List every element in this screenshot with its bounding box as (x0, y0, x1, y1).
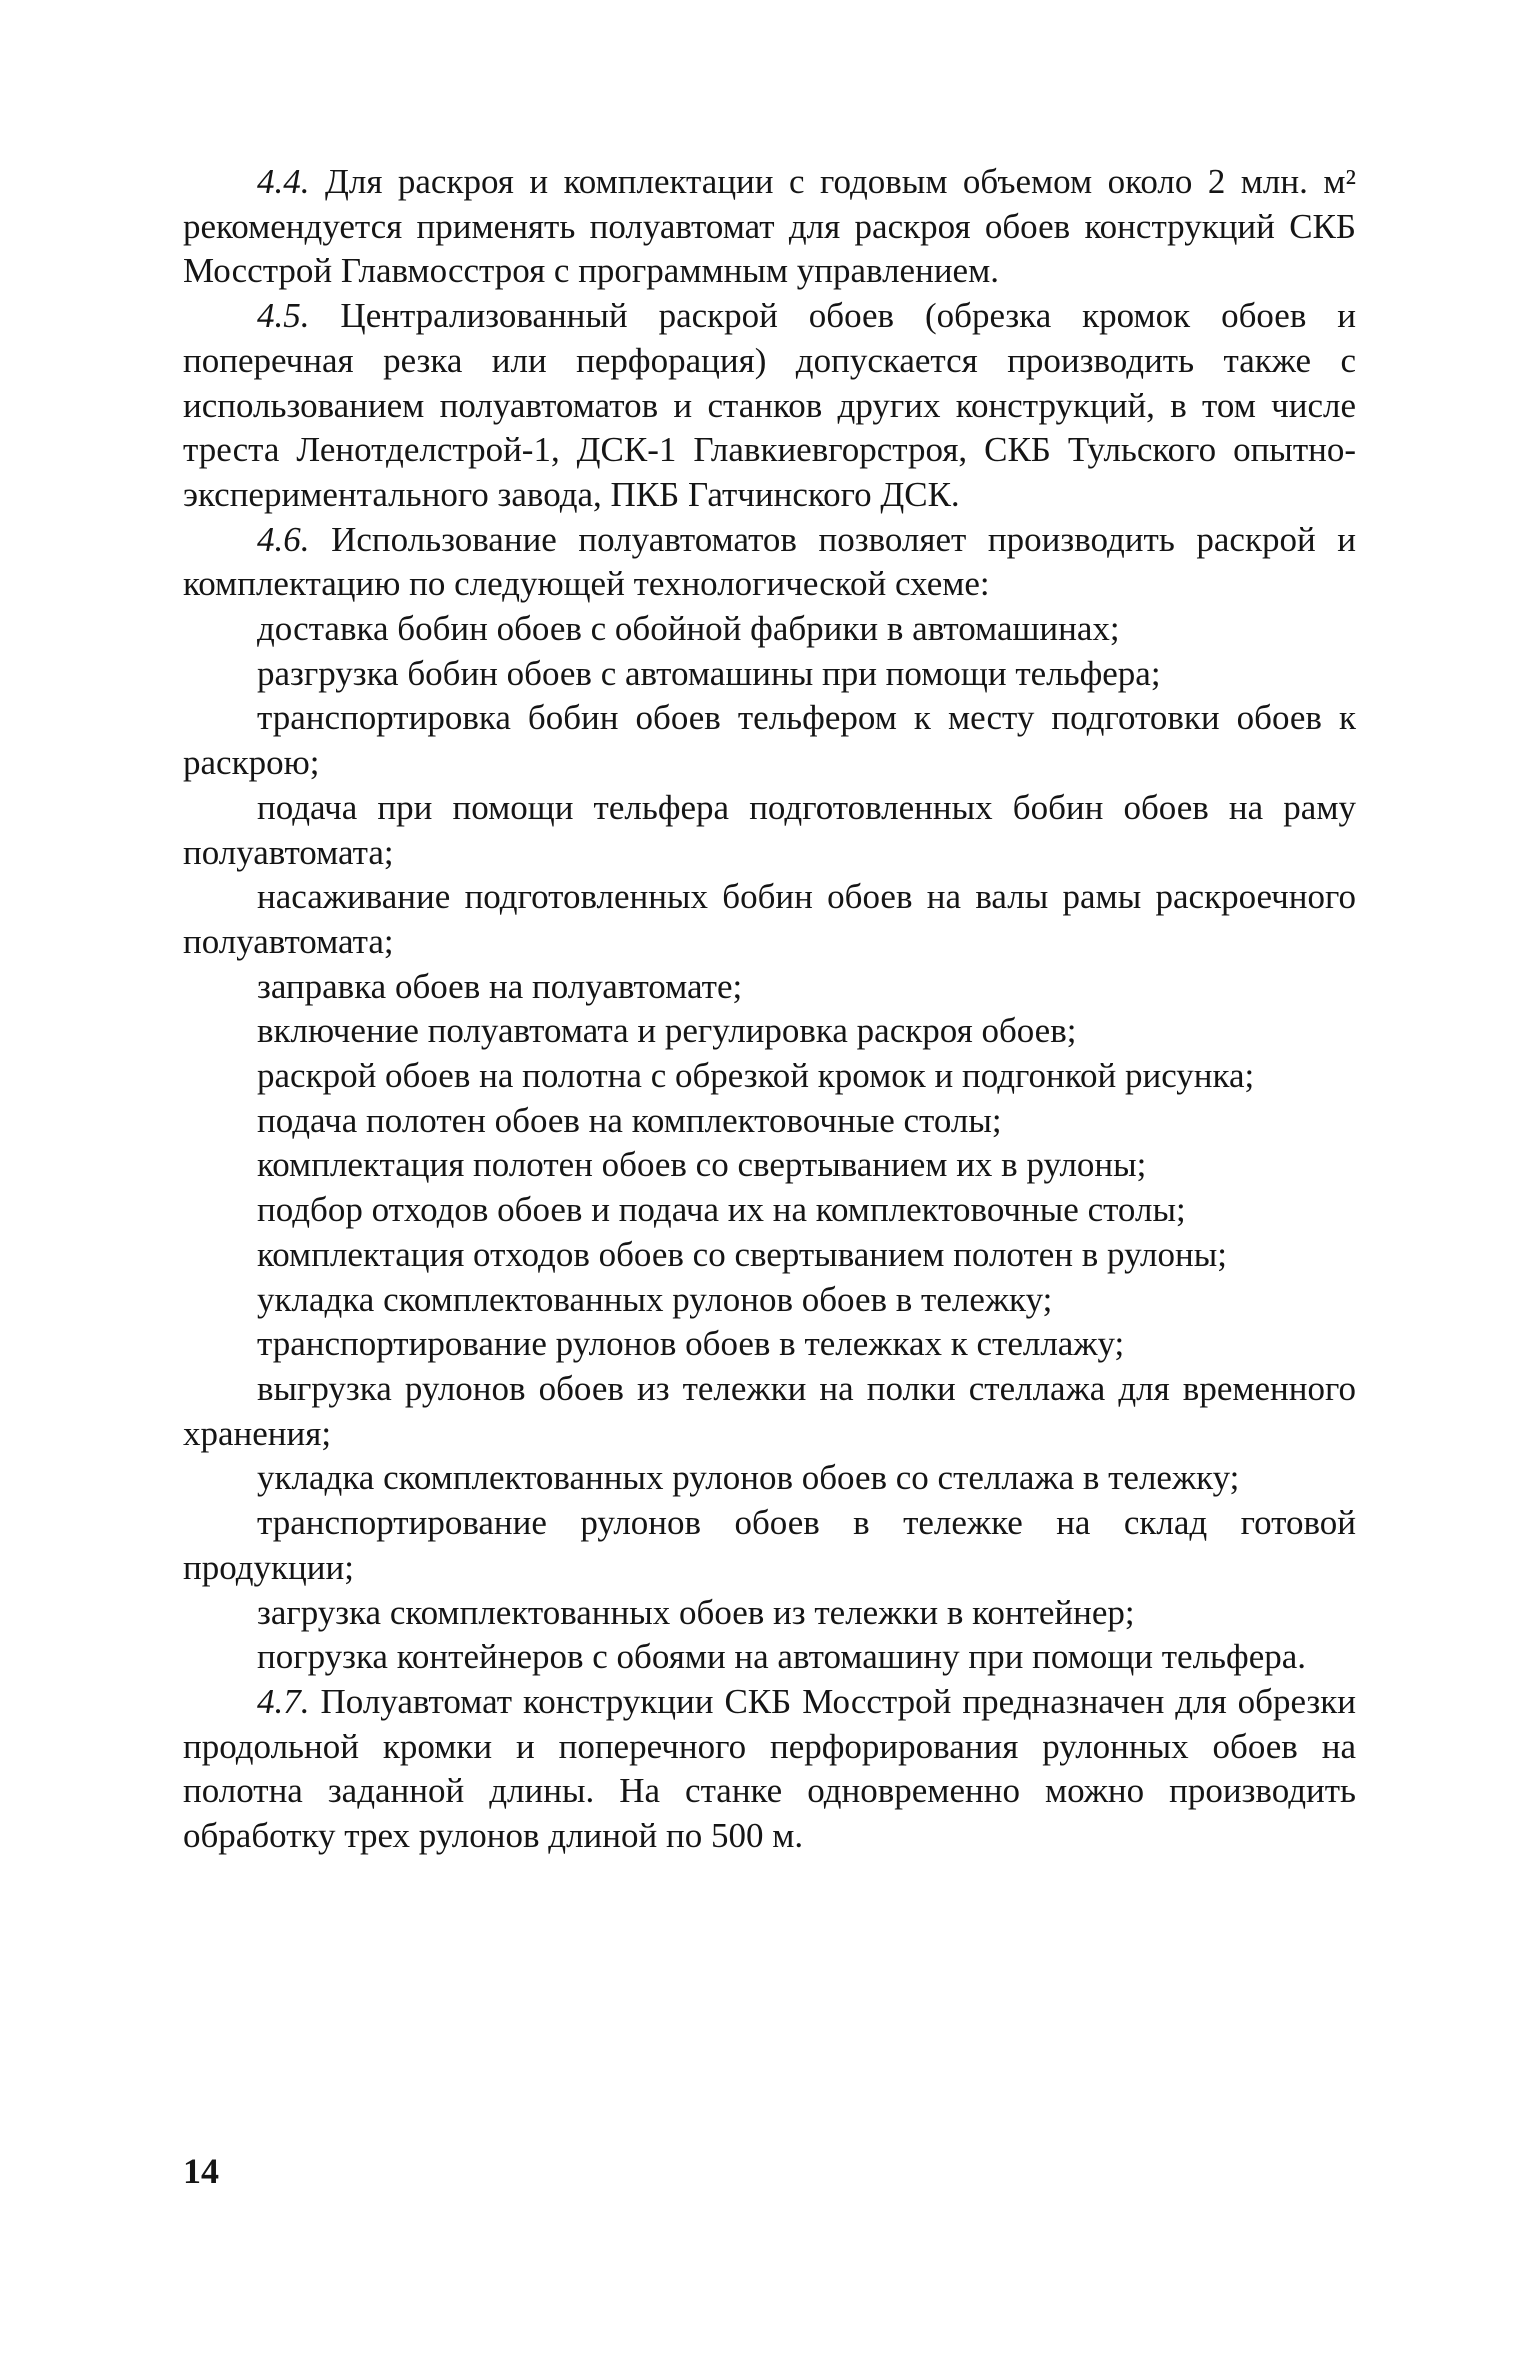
section-text: Централизованный раскрой обоев (обрезка кромок обоев и поперечная резка или перфорация) допускается производить также с использованием полуавтоматов и станков других конструкций, в том числе треста Ленотделстрой-1, ДСК-1 Главкиевгорстроя, СКБ Тульского опытно-экспериментального завода, ПКБ Гатчинского ДСК. (183, 296, 1357, 514)
list-item: выгрузка рулонов обоев из тележки на полки стеллажа для временного хранения; (183, 1368, 1356, 1453)
technological-scheme-list (183, 607, 1356, 1680)
section-text: Для раскроя и комплектации с годовым объемом около 2 млн. м² рекомендуется применять полуавтомат для раскроя обоев конструкций СКБ Мосстрой Главмосстроя с программным управлением. (183, 162, 1356, 291)
section-4-5 (183, 294, 1356, 518)
list-item: транспортирование рулонов обоев в тележках к стеллажу; (257, 1324, 1125, 1364)
list-item: подача полотен обоев на комплектовочные столы; (257, 1100, 1002, 1140)
list-item: укладка скомплектованных рулонов обоев со стеллажа в тележку; (257, 1458, 1240, 1498)
list-item: транспортировка бобин обоев тельфером к месту подготовки обоев к раскрою; (183, 698, 1356, 783)
section-number: 4.7. (257, 1681, 310, 1721)
page-number: 14 (183, 2151, 219, 2191)
section-text: Использование полуавтоматов позволяет производить раскрой и комплектацию по следующей технологической схеме: (183, 519, 1357, 604)
section-4-6 (183, 518, 1356, 607)
list-item: комплектация отходов обоев со свертыванием полотен в рулоны; (257, 1234, 1227, 1274)
list-item: комплектация полотен обоев со свертыванием их в рулоны; (257, 1145, 1147, 1185)
list-item: насаживание подготовленных бобин обоев на валы рамы раскроечного полуавтомата; (183, 877, 1356, 961)
list-item: доставка бобин обоев с обойной фабрики в автомашинах; (257, 609, 1120, 649)
list-item: разгрузка бобин обоев с автомашины при помощи тельфера; (257, 653, 1161, 693)
list-item: погрузка контейнеров с обоями на автомашину при помощи тельфера. (257, 1637, 1307, 1677)
section-text: Полуавтомат конструкции СКБ Мосстрой предназначен для обрезки продольной кромки и поперечного перфорирования рулонных обоев на полотна заданной длины. На станке одновременно можно производить обработку трех рулонов длиной по 500 м. (183, 1681, 1356, 1856)
list-item: укладка скомплектованных рулонов обоев в тележку; (257, 1279, 1053, 1319)
section-number: 4.6. (257, 519, 310, 559)
list-item: заправка обоев на полуавтомате; (257, 966, 743, 1006)
section-4-4 (183, 160, 1356, 294)
document-page (183, 160, 1356, 1859)
section-number: 4.5. (257, 296, 310, 336)
section-4-7 (183, 1680, 1356, 1859)
section-number: 4.4. (257, 162, 310, 201)
list-item: загрузка скомплектованных обоев из тележки в контейнер; (257, 1592, 1135, 1632)
list-item: подача при помощи тельфера подготовленных бобин обоев на раму полуавтомата; (183, 787, 1356, 872)
list-item: транспортирование рулонов обоев в тележке на склад готовой продукции; (183, 1503, 1356, 1587)
list-item: раскрой обоев на полотна с обрезкой кромок и подгонкой рисунка; (257, 1056, 1255, 1096)
list-item: включение полуавтомата и регулировка раскроя обоев; (257, 1011, 1077, 1051)
list-item: подбор отходов обоев и подача их на комплектовочные столы; (257, 1190, 1186, 1230)
